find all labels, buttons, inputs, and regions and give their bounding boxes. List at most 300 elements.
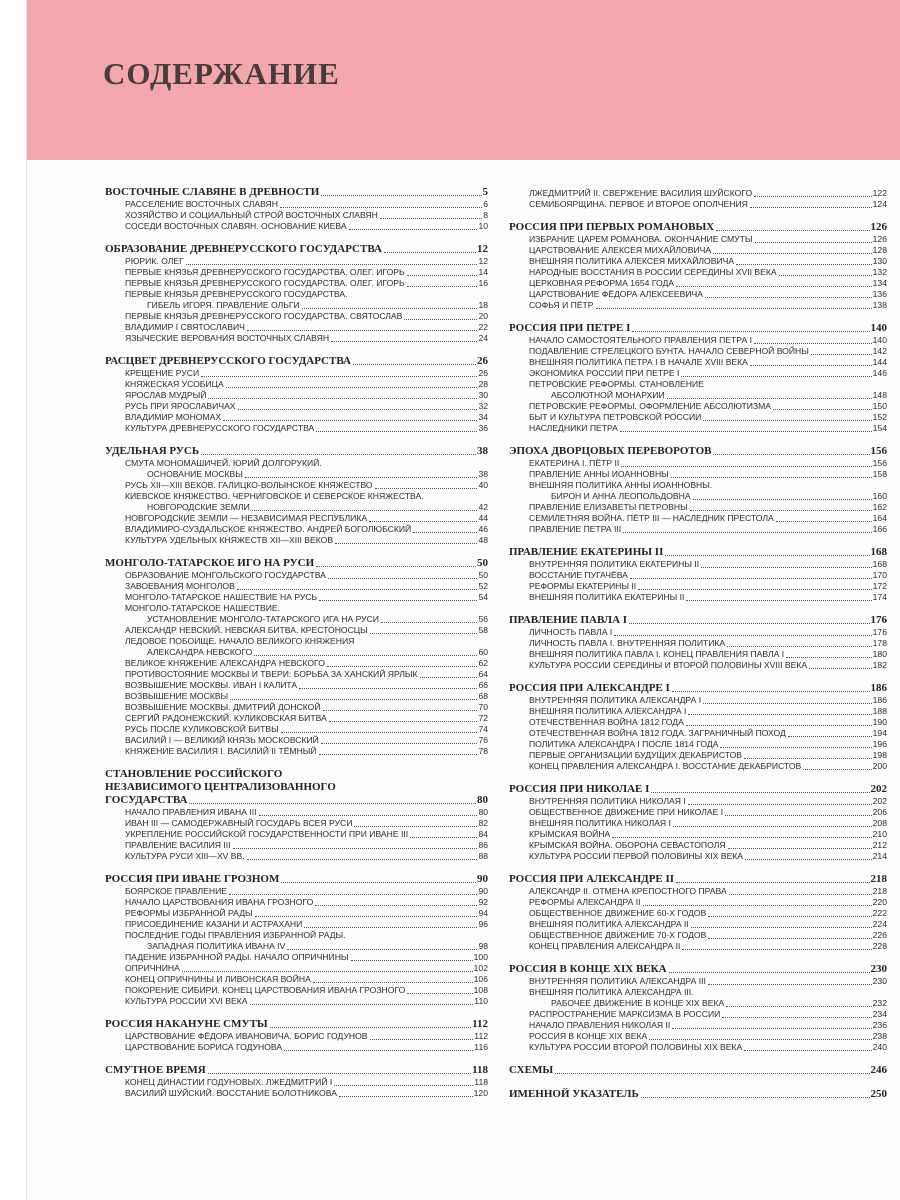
- dot-leader: [596, 308, 872, 309]
- toc-entry: [105, 267, 488, 278]
- dot-leader: [736, 264, 872, 265]
- toc-column-right: [509, 188, 887, 1112]
- dot-leader: [691, 927, 872, 928]
- toc-section: [509, 614, 887, 671]
- page-number: 6: [483, 199, 488, 209]
- entry-text-first-line: ПЕРВЫЕ КНЯЗЬЯ ДРЕВНЕРУССКОГО ГОСУДАРСТВА.: [125, 289, 348, 299]
- toc-entry: [509, 491, 887, 502]
- entry-text: ЭКОНОМИКА РОССИИ ПРИ ПЕТРЕ I: [529, 368, 680, 378]
- page-number: 94: [478, 908, 488, 918]
- toc-heading: [105, 243, 488, 256]
- entry-text: НОВГОРОДСКИЕ ЗЕМЛИ: [147, 502, 250, 512]
- dot-leader: [339, 1096, 473, 1097]
- page-number: 168: [872, 559, 887, 569]
- toc-heading: [509, 873, 887, 886]
- page-title: СОДЕРЖАНИЕ: [103, 56, 340, 91]
- entry-text: ЯРОСЛАВ МУДРЫЙ: [125, 390, 207, 400]
- entry-text-first-line: ПЕТРОВСКИЕ РЕФОРМЫ. СТАНОВЛЕНИЕ: [529, 379, 704, 389]
- page-number: 108: [473, 985, 488, 995]
- entry-text: ОСНОВАНИЕ МОСКВЫ: [147, 469, 243, 479]
- entry-text: ЕКАТЕРИНА I. ПЁТР II: [529, 458, 620, 468]
- heading-text: РОССИЯ ПРИ АЛЕКСАНДРЕ II: [509, 873, 675, 885]
- entry-text: СОСЕДИ ВОСТОЧНЫХ СЛАВЯН. ОСНОВАНИЕ КИЕВА: [125, 221, 347, 231]
- dot-leader: [744, 758, 872, 759]
- entry-text: ВНЕШНЯЯ ПОЛИТИКА НИКОЛАЯ I: [529, 818, 671, 828]
- heading-text: ИМЕННОЙ УКАЗАТЕЛЬ: [509, 1088, 639, 1100]
- entry-text: АЛЕКСАНДР II. ОТМЕНА КРЕПОСТНОГО ПРАВА: [529, 886, 727, 896]
- page-number: 106: [473, 974, 488, 984]
- dot-leader: [720, 747, 871, 748]
- toc-entry: [105, 713, 488, 724]
- page-number: 178: [872, 638, 887, 648]
- page-number: 48: [478, 535, 488, 545]
- page-number: 234: [872, 1009, 887, 1019]
- page-number: 228: [872, 941, 887, 951]
- entry-text-first-line: КИЕВСКОЕ КНЯЖЕСТВО. ЧЕРНИГОВСКОЕ И СЕВЕРСКОЕ КНЯЖЕСТВА.: [125, 491, 424, 501]
- entry-text: КОНЕЦ ПРАВЛЕНИЯ АЛЕКСАНДРА I. ВОССТАНИЕ ДЕКАБРИСТОВ: [529, 761, 802, 771]
- entry-text: БОЯРСКОЕ ПРАВЛЕНИЕ: [125, 886, 227, 896]
- page-number: 8: [483, 210, 488, 220]
- entry-text: КНЯЖЕСКАЯ УСОБИЦА: [125, 379, 224, 389]
- toc-entry: [105, 840, 488, 851]
- toc-heading: [509, 1088, 887, 1101]
- page-number: 180: [872, 649, 887, 659]
- dot-leader: [238, 409, 478, 410]
- entry-text: ОПРИЧНИНА: [125, 963, 180, 973]
- entry-text: ВОССТАНИЕ ПУГАЧЁВА: [529, 570, 628, 580]
- toc-entry: [105, 379, 488, 390]
- dot-leader: [686, 725, 872, 726]
- page-number: 54: [478, 592, 488, 602]
- toc-entry: [509, 818, 887, 829]
- dot-leader: [786, 657, 871, 658]
- toc-heading: [509, 614, 887, 627]
- dot-leader: [335, 543, 477, 544]
- dot-leader: [237, 589, 478, 590]
- toc-entry: [509, 897, 887, 908]
- page-number: 32: [478, 401, 488, 411]
- entry-text: КУЛЬТУРА ДРЕВНЕРУССКОГО ГОСУДАРСТВА: [125, 423, 315, 433]
- page-number: 22: [478, 322, 488, 332]
- dot-leader: [630, 578, 872, 579]
- entry-text-first-line: МОНГОЛО-ТАТАРСКОЕ НАШЕСТВИЕ.: [125, 603, 281, 613]
- toc-entry: [509, 1009, 887, 1020]
- toc-entry: [105, 941, 488, 952]
- entry-text: РЕФОРМЫ ЕКАТЕРИНЫ II: [529, 581, 637, 591]
- page-number: 80: [478, 807, 488, 817]
- page-number: 168: [870, 546, 887, 558]
- dot-leader: [304, 927, 477, 928]
- entry-text: РАБОЧЕЕ ДВИЖЕНИЕ В КОНЦЕ XIX ВЕКА: [551, 998, 725, 1008]
- page-number: 60: [478, 647, 488, 657]
- page-number: 44: [478, 513, 488, 523]
- toc-entry: [105, 221, 488, 232]
- page-number: 146: [872, 368, 887, 378]
- entry-text: БИРОН И АННА ЛЕОПОЛЬДОВНА: [551, 491, 691, 501]
- dot-leader: [803, 769, 871, 770]
- entry-text: КУЛЬТУРА РОССИИ СЕРЕДИНЫ И ВТОРОЙ ПОЛОВИНЫ XVIII ВЕКА: [529, 660, 808, 670]
- dot-leader: [708, 938, 871, 939]
- dot-leader: [688, 714, 871, 715]
- page-number: 142: [872, 346, 887, 356]
- toc-entry: [509, 401, 887, 412]
- toc-heading: [509, 445, 887, 458]
- entry-text: ОБРАЗОВАНИЕ МОНГОЛЬСКОГО ГОСУДАРСТВА: [125, 570, 326, 580]
- page-number: 166: [872, 524, 887, 534]
- page-number: 98: [478, 941, 488, 951]
- dot-leader: [773, 409, 872, 410]
- page-number: 154: [872, 423, 887, 433]
- toc-heading: [105, 873, 488, 886]
- toc-entry: [509, 728, 887, 739]
- entry-text: НАЧАЛО ПРАВЛЕНИЯ ИВАНА III: [125, 807, 257, 817]
- page-number: 186: [870, 682, 887, 694]
- toc-entry: [509, 267, 887, 278]
- page-number: 156: [872, 458, 887, 468]
- toc-entry: [509, 807, 887, 818]
- page-number: 246: [870, 1064, 887, 1076]
- entry-text: КРЫМСКАЯ ВОЙНА: [529, 829, 611, 839]
- entry-text: ПОЛИТИКА АЛЕКСАНДРА I ПОСЛЕ 1814 ГОДА: [529, 739, 719, 749]
- page-number: 230: [870, 963, 887, 975]
- dot-leader: [701, 567, 872, 568]
- entry-text: ВНУТРЕННЯЯ ПОЛИТИКА НИКОЛАЯ I: [529, 796, 686, 806]
- dot-leader: [725, 815, 872, 816]
- dot-leader: [703, 420, 871, 421]
- page-number: 202: [870, 783, 887, 795]
- toc-entry: [105, 897, 488, 908]
- dot-leader: [321, 195, 481, 196]
- dot-leader: [208, 398, 477, 399]
- entry-text: ВЛАДИМИР МОНОМАХ: [125, 412, 222, 422]
- entry-text: НАЧАЛО САМОСТОЯТЕЛЬНОГО ПРАВЛЕНИЯ ПЕТРА I: [529, 335, 752, 345]
- entry-text: УСТАНОВЛЕНИЕ МОНГОЛО-ТАТАРСКОГО ИГА НА РУСИ: [147, 614, 379, 624]
- page-number: 140: [870, 322, 887, 334]
- page-number: 42: [478, 502, 488, 512]
- entry-text: ВОЗВЫШЕНИЕ МОСКВЫ: [125, 691, 229, 701]
- entry-text: ЗАВОЕВАНИЯ МОНГОЛОВ: [125, 581, 235, 591]
- toc-section: [105, 873, 488, 1007]
- dot-leader: [744, 1050, 871, 1051]
- dot-leader: [369, 521, 477, 522]
- dot-leader: [750, 207, 872, 208]
- toc-entry: [105, 691, 488, 702]
- toc-heading: [509, 682, 887, 695]
- page-number: 212: [872, 840, 887, 850]
- toc-heading: [509, 963, 887, 976]
- page-number: 140: [872, 335, 887, 345]
- entry-text: ПАДЕНИЕ ИЗБРАННОЙ РАДЫ. НАЧАЛО ОПРИЧНИНЫ: [125, 952, 349, 962]
- toc-entry: [105, 524, 488, 535]
- toc-entry: [105, 581, 488, 592]
- dot-leader: [329, 721, 478, 722]
- entry-text: ЦАРСТВОВАНИЕ ФЁДОРА АЛЕКСЕЕВИЧА: [529, 289, 703, 299]
- entry-text: ВНЕШНЯЯ ПОЛИТИКА АЛЕКСЕЯ МИХАЙЛОВИЧА: [529, 256, 735, 266]
- entry-text: ПОДАВЛЕНИЕ СТРЕЛЕЦКОГО БУНТА. НАЧАЛО СЕВЕРНОЙ ВОЙНЫ: [529, 346, 809, 356]
- entry-text: АБСОЛЮТНОЙ МОНАРХИИ: [551, 390, 665, 400]
- dot-leader: [555, 1073, 869, 1074]
- page-number: 88: [478, 851, 488, 861]
- dot-leader: [410, 837, 477, 838]
- dot-leader: [319, 754, 478, 755]
- entry-text: АЛЕКСАНДРА НЕВСКОГО: [147, 647, 253, 657]
- toc-entry: [105, 311, 488, 322]
- page-number: 58: [478, 625, 488, 635]
- dot-leader: [321, 743, 478, 744]
- page-number: 72: [478, 713, 488, 723]
- dot-leader: [331, 341, 477, 342]
- heading-text: ОБРАЗОВАНИЕ ДРЕВНЕРУССКОГО ГОСУДАРСТВА: [105, 243, 382, 255]
- dot-leader: [623, 532, 871, 533]
- dot-leader: [370, 633, 478, 634]
- toc-entry: [105, 592, 488, 603]
- entry-text: ВАСИЛИЙ I — ВЕЛИКИЙ КНЯЗЬ МОСКОВСКИЙ: [125, 735, 319, 745]
- page-number: 128: [872, 245, 887, 255]
- page-number: 172: [872, 581, 887, 591]
- entry-text: АЛЕКСАНДР НЕВСКИЙ. НЕВСКАЯ БИТВА. КРЕСТОНОСЦЫ: [125, 625, 368, 635]
- toc-entry: [105, 996, 488, 1007]
- dot-leader: [726, 1006, 871, 1007]
- heading-text: ПРАВЛЕНИЕ ПАВЛА I: [509, 614, 628, 626]
- entry-text: НАРОДНЫЕ ВОССТАНИЯ В РОССИИ СЕРЕДИНЫ XVII ВЕКА: [529, 267, 777, 277]
- entry-text: ПРАВЛЕНИЕ ПЕТРА III: [529, 524, 622, 534]
- toc-entry: [105, 702, 488, 713]
- dot-leader: [189, 803, 476, 804]
- page-number: 120: [473, 1088, 488, 1098]
- entry-text: ПЕРВЫЕ ОРГАНИЗАЦИИ БУДУЩИХ ДЕКАБРИСТОВ: [529, 750, 743, 760]
- toc-section: [509, 682, 887, 772]
- page-number: 206: [872, 807, 887, 817]
- toc-entry: [105, 735, 488, 746]
- page-number: 5: [482, 186, 488, 198]
- dot-leader: [313, 982, 473, 983]
- entry-text: ВНЕШНЯЯ ПОЛИТИКА АЛЕКСАНДРА II: [529, 919, 689, 929]
- entry-text: ЦЕРКОВНАЯ РЕФОРМА 1654 ГОДА: [529, 278, 674, 288]
- toc-entry: [105, 818, 488, 829]
- page-number: 90: [478, 886, 488, 896]
- dot-leader: [612, 837, 871, 838]
- entry-text: КУЛЬТУРА РОССИИ ВТОРОЙ ПОЛОВИНЫ XIX ВЕКА: [529, 1042, 743, 1052]
- entry-text: ЛЖЕДМИТРИЙ II. СВЕРЖЕНИЕ ВАСИЛИЯ ШУЙСКОГО: [529, 188, 753, 198]
- page-number: 66: [478, 680, 488, 690]
- entry-text: ОБЩЕСТВЕННОЕ ДВИЖЕНИЕ 70-Х ГОДОВ: [529, 930, 707, 940]
- dot-leader: [349, 229, 478, 230]
- toc-entry: [105, 199, 488, 210]
- page-number: 160: [872, 491, 887, 501]
- page-number: 176: [870, 614, 887, 626]
- page-number: 218: [872, 886, 887, 896]
- entry-text: КОНЕЦ ДИНАСТИИ ГОДУНОВЫХ. ЛЖЕДМИТРИЙ I: [125, 1077, 333, 1087]
- entry-text: ВАСИЛИЙ ШУЙСКИЙ. ВОССТАНИЕ БОЛОТНИКОВА: [125, 1088, 337, 1098]
- toc-entry: [105, 256, 488, 267]
- page-number: 12: [478, 256, 488, 266]
- dot-leader: [682, 949, 871, 950]
- entry-text: ВЕЛИКОЕ КНЯЖЕНИЕ АЛЕКСАНДРА НЕВСКОГО: [125, 658, 325, 668]
- dot-leader: [669, 972, 870, 973]
- toc-entry: [105, 851, 488, 862]
- page-number: 86: [478, 840, 488, 850]
- toc-column-left: [105, 186, 488, 1110]
- entry-text: ПЕРВЫЕ КНЯЗЬЯ ДРЕВНЕРУССКОГО ГОСУДАРСТВА. ОЛЕГ. ИГОРЬ: [125, 267, 405, 277]
- entry-text: ПЕТРОВСКИЕ РЕФОРМЫ. ОФОРМЛЕНИЕ АБСОЛЮТИЗМА: [529, 401, 771, 411]
- page-number: 156: [870, 445, 887, 457]
- entry-text-first-line: ВНЕШНЯЯ ПОЛИТИКА АЛЕКСАНДРА III.: [529, 987, 694, 997]
- page-number: 202: [872, 796, 887, 806]
- toc-section: [105, 243, 488, 344]
- dot-leader: [681, 376, 871, 377]
- page-number: 196: [872, 739, 887, 749]
- heading-text: СХЕМЫ: [509, 1064, 554, 1076]
- heading-line: СТАНОВЛЕНИЕ РОССИЙСКОГО: [105, 768, 283, 780]
- dot-leader: [407, 286, 478, 287]
- toc-entry: [509, 300, 887, 311]
- toc-section: [105, 445, 488, 546]
- page-number: 170: [872, 570, 887, 580]
- page-number: 90: [477, 873, 488, 885]
- page-number: 26: [478, 368, 488, 378]
- page-number: 20: [478, 311, 488, 321]
- dot-leader: [649, 1039, 871, 1040]
- page-number: 130: [872, 256, 887, 266]
- toc-entry: [509, 357, 887, 368]
- page-number: 112: [472, 1018, 488, 1030]
- dot-leader: [705, 297, 872, 298]
- entry-text: ВНУТРЕННЯЯ ПОЛИТИКА АЛЕКСАНДРА I: [529, 695, 702, 705]
- toc-entry: [105, 423, 488, 434]
- page-number: 110: [474, 996, 488, 1006]
- page-number: 164: [872, 513, 887, 523]
- page-number: 148: [872, 390, 887, 400]
- dot-leader: [252, 510, 478, 511]
- entry-text: ПРОТИВОСТОЯНИЕ МОСКВЫ И ТВЕРИ: БОРЬБА ЗА ХАНСКИЙ ЯРЛЫК: [125, 669, 418, 679]
- entry-text: ПРИСОЕДИНЕНИЕ КАЗАНИ И АСТРАХАНИ: [125, 919, 303, 929]
- dot-leader: [716, 230, 869, 231]
- page-number: 116: [474, 1042, 488, 1052]
- page-number: 50: [478, 570, 488, 580]
- page-number: 52: [478, 581, 488, 591]
- toc-entry: [509, 199, 887, 210]
- toc-entry: [509, 335, 887, 346]
- dot-leader: [676, 286, 872, 287]
- dot-leader: [686, 600, 871, 601]
- entry-text: ИВАН III — САМОДЕРЖАВНЫЙ ГОСУДАРЬ ВСЕЯ РУСИ: [125, 818, 353, 828]
- toc-entry: [509, 796, 887, 807]
- entry-text: МОНГОЛО-ТАТАРСКОЕ НАШЕСТВИЕ НА РУСЬ: [125, 592, 318, 602]
- dot-leader: [254, 655, 477, 656]
- page-number: 214: [872, 851, 887, 861]
- toc-entry: [509, 390, 887, 401]
- page-number: 158: [872, 469, 887, 479]
- page-number: 16: [478, 278, 488, 288]
- dot-leader: [281, 732, 478, 733]
- page-number: 30: [478, 390, 488, 400]
- page-number: 236: [872, 1020, 887, 1030]
- entry-text: ОБЩЕСТВЕННОЕ ДВИЖЕНИЕ 60-Х ГОДОВ: [529, 908, 707, 918]
- toc-entry: [509, 750, 887, 761]
- toc-section: [509, 1088, 887, 1101]
- toc-entry: [509, 829, 887, 840]
- entry-text: ГИБЕЛЬ ИГОРЯ. ПРАВЛЕНИЕ ОЛЬГИ: [147, 300, 300, 310]
- dot-leader: [722, 1017, 871, 1018]
- dot-leader: [407, 275, 478, 276]
- dot-leader: [247, 330, 478, 331]
- dot-leader: [754, 343, 872, 344]
- dot-leader: [703, 703, 872, 704]
- toc-entry: [509, 368, 887, 379]
- toc-entry: [509, 346, 887, 357]
- toc-entry: [509, 469, 887, 480]
- page-number: 84: [478, 829, 488, 839]
- dot-leader: [614, 635, 871, 636]
- dot-leader: [671, 477, 872, 478]
- toc-entry: [509, 649, 887, 660]
- toc-entry: [105, 974, 488, 985]
- toc-section: [509, 1064, 887, 1077]
- dot-leader: [201, 454, 476, 455]
- entry-text: РАССЕЛЕНИЕ ВОСТОЧНЫХ СЛАВЯН: [125, 199, 278, 209]
- dot-leader: [375, 488, 478, 489]
- page-number: 218: [870, 873, 887, 885]
- toc-entry: [509, 627, 887, 638]
- page-number: 38: [478, 469, 488, 479]
- toc-entry: [509, 581, 887, 592]
- dot-leader: [620, 431, 872, 432]
- toc-entry: [509, 695, 887, 706]
- toc-entry: [105, 513, 488, 524]
- toc-entry: [509, 851, 887, 862]
- entry-text: ВОЗВЫШЕНИЕ МОСКВЫ. ИВАН I КАЛИТА: [125, 680, 298, 690]
- toc-entry: [105, 390, 488, 401]
- toc-section: [509, 188, 887, 210]
- toc-entry: [105, 919, 488, 930]
- toc-entry: [509, 908, 887, 919]
- entry-text: ВНУТРЕННЯЯ ПОЛИТИКА АЛЕКСАНДРА III: [529, 976, 706, 986]
- entry-text: НАСЛЕДНИКИ ПЕТРА: [529, 423, 618, 433]
- page-number: 36: [478, 423, 488, 433]
- dot-leader: [319, 600, 477, 601]
- dot-leader: [404, 319, 477, 320]
- entry-text: ЛИЧНОСТЬ ПАВЛА I: [529, 627, 613, 637]
- toc-entry: [105, 746, 488, 757]
- page-number: 102: [473, 963, 488, 973]
- page-number: 28: [478, 379, 488, 389]
- page-number: 76: [478, 735, 488, 745]
- toc-entry: [105, 1088, 488, 1099]
- dot-leader: [676, 882, 869, 883]
- toc-entry: [509, 559, 887, 570]
- page-number: 126: [870, 221, 887, 233]
- dot-leader: [351, 960, 473, 961]
- page-number: 210: [872, 829, 887, 839]
- dot-leader: [665, 555, 869, 556]
- page-number: 176: [872, 627, 887, 637]
- heading-text: ЭПОХА ДВОРЦОВЫХ ПЕРЕВОРОТОВ: [509, 445, 712, 457]
- entry-text-first-line: СМУТА МОНОМАШИЧЕЙ. ЮРИЙ ДОЛГОРУКИЙ.: [125, 458, 322, 468]
- entry-text: СЕМИБОЯРЩИНА. ПЕРВОЕ И ВТОРОЕ ОПОЛЧЕНИЯ: [529, 199, 748, 209]
- page-number: 134: [872, 278, 887, 288]
- entry-text: УКРЕПЛЕНИЕ РОССИЙСКОЙ ГОСУДАРСТВЕННОСТИ ПРИ ИВАНЕ III: [125, 829, 409, 839]
- toc-entry: [105, 1042, 488, 1053]
- entry-text-first-line: ЛЕДОВОЕ ПОБОИЩЕ. НАЧАЛО ВЕЛИКОГО КНЯЖЕНИЯ: [125, 636, 355, 646]
- page-number: 26: [477, 355, 488, 367]
- toc-entry: [509, 886, 887, 897]
- dot-leader: [323, 710, 478, 711]
- dot-leader: [729, 894, 872, 895]
- toc-entry: [509, 423, 887, 434]
- toc-entry: [509, 234, 887, 245]
- toc-entry: [105, 210, 488, 221]
- entry-text: ПРАВЛЕНИЕ ВАСИЛИЯ III: [125, 840, 231, 850]
